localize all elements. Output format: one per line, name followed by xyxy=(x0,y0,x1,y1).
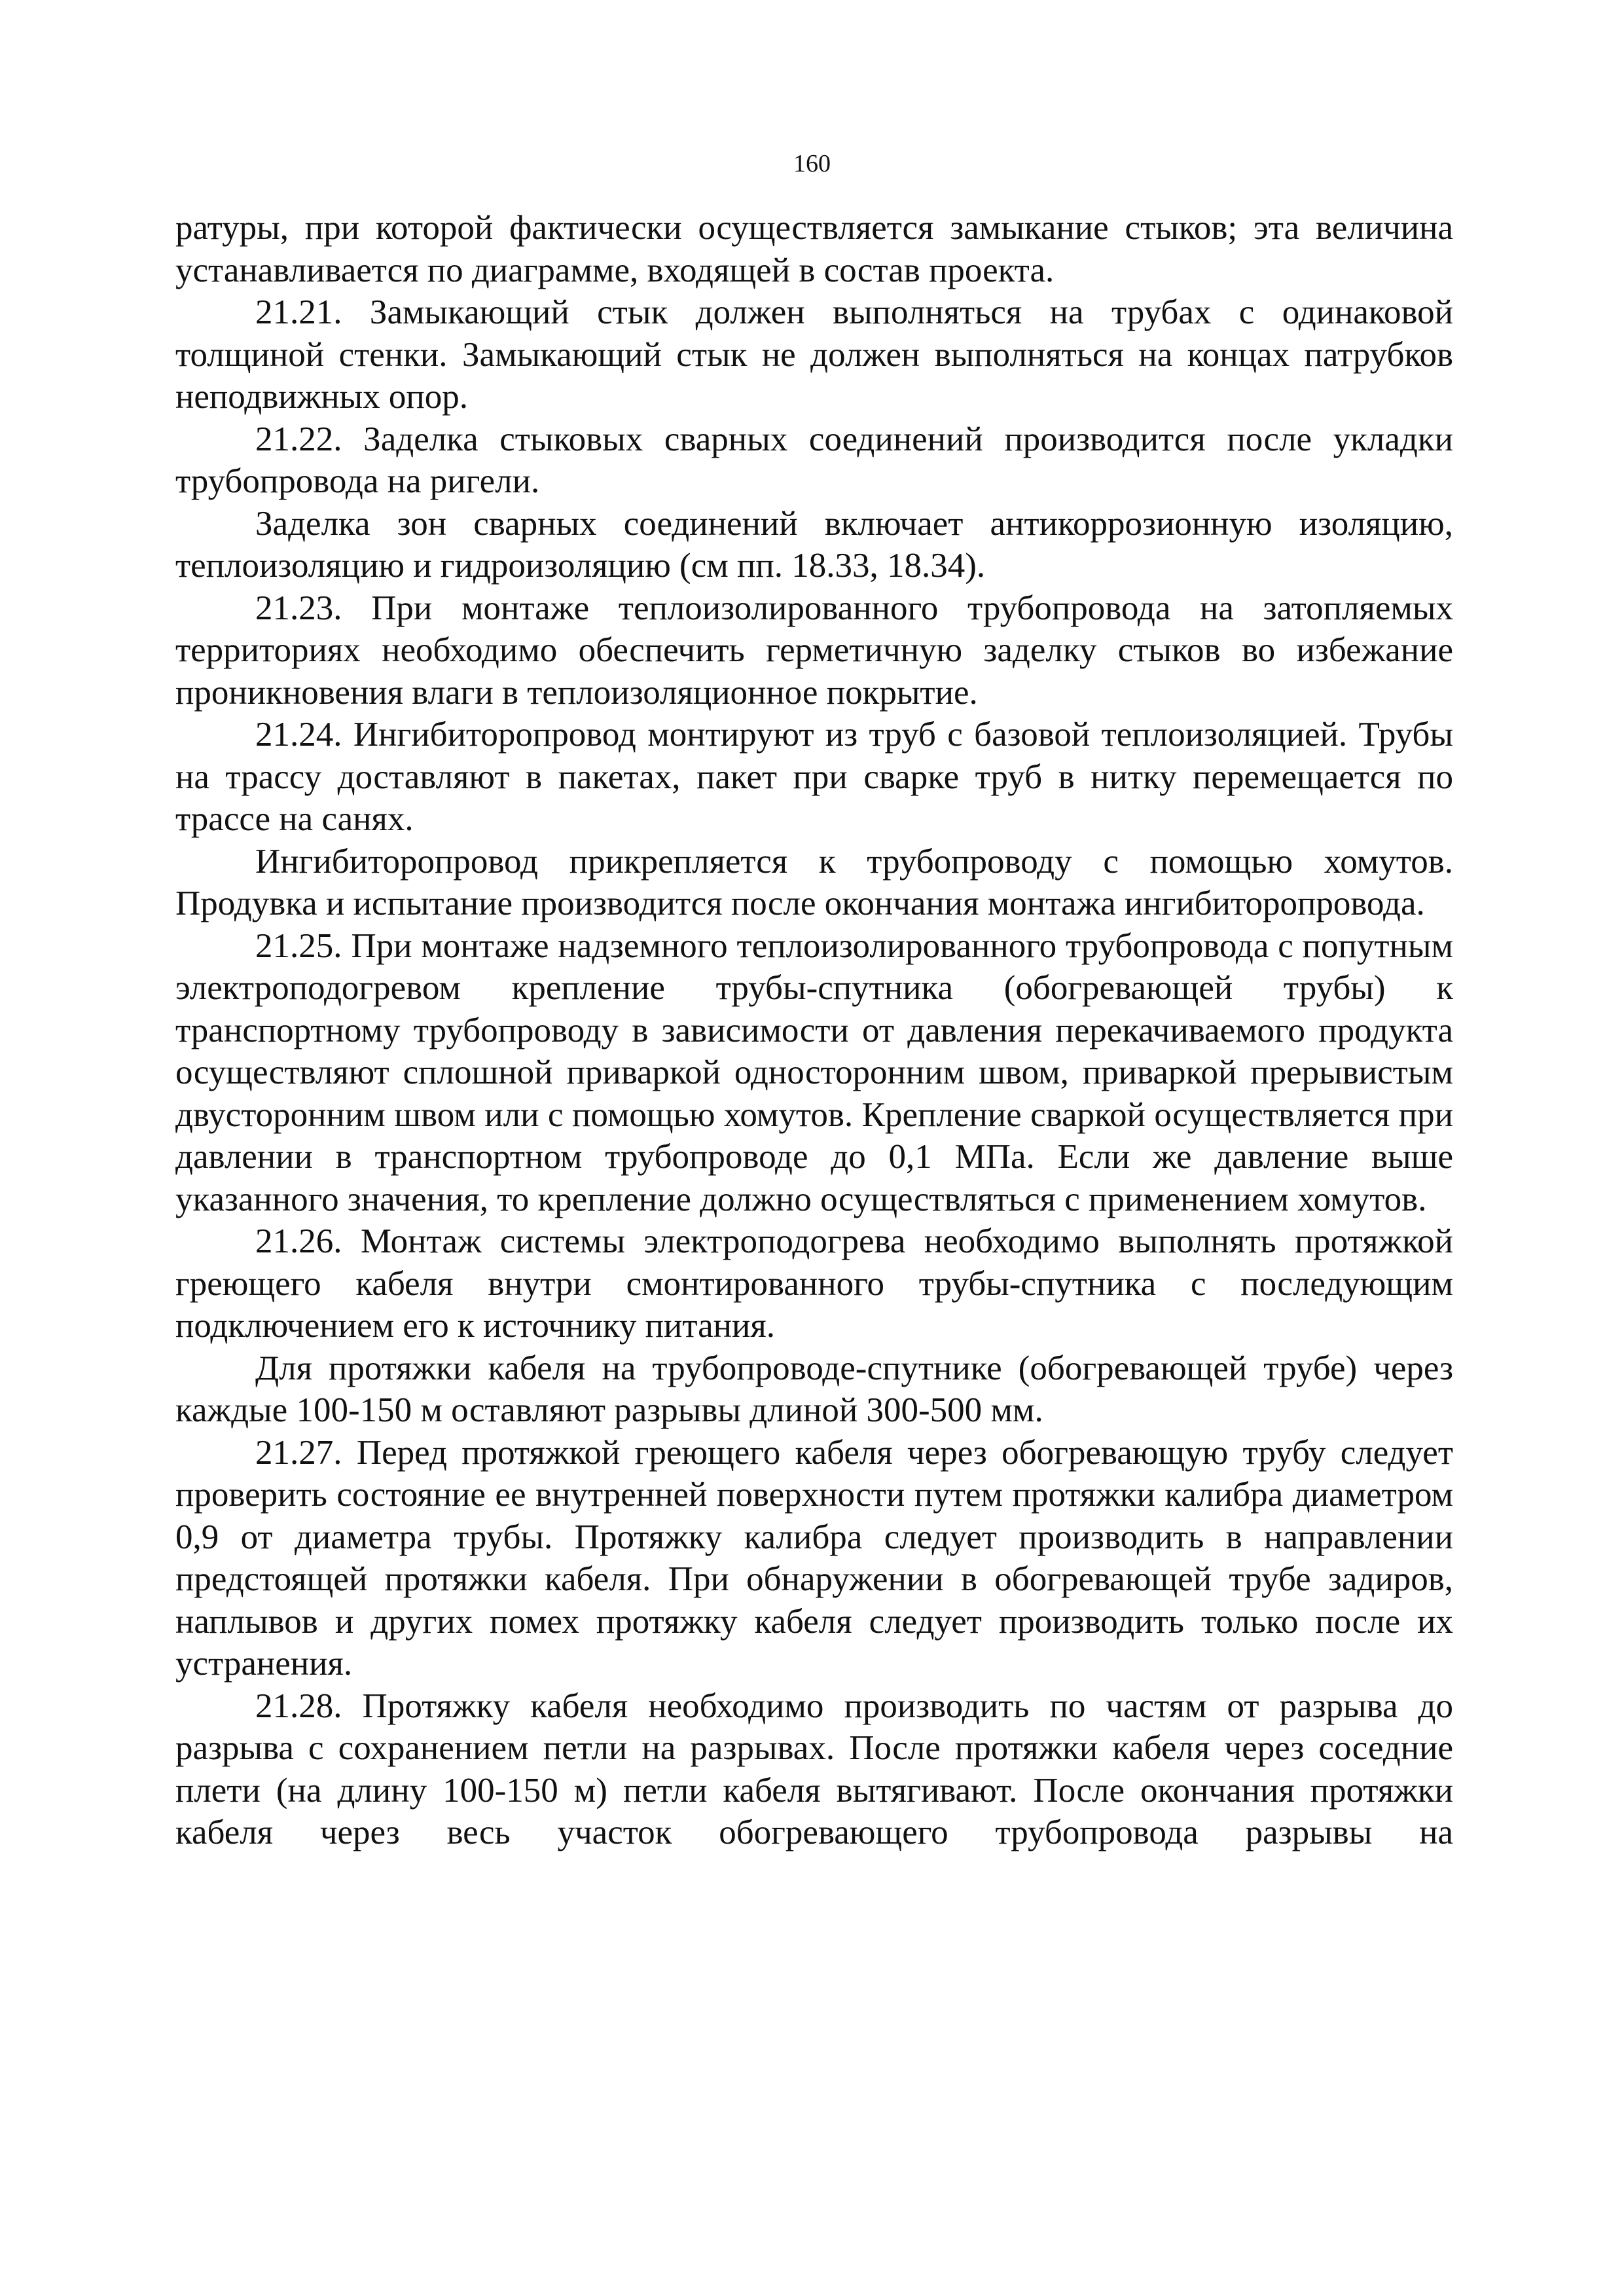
paragraph-21-24: 21.24. Ингибиторопровод монтируют из труб с базовой теплоизоляцией. Трубы на трассу доставляют в пакетах, пакет при сварке труб в нитку перемещается по трассе на санях. xyxy=(175,716,1453,838)
paragraph-21-26: 21.26. Монтаж системы электроподогрева необходимо выполнять протяжкой греющего кабеля внутри смонтированного трубы-спутника с последующим подключением его к источнику питания. xyxy=(175,1222,1453,1345)
paragraph-21-23: 21.23. При монтаже теплоизолированного трубопровода на затопляемых территориях необходимо обеспечить герметичную заделку стыков во избежание проникновения влаги в теплоизоляционное покрытие. xyxy=(175,589,1453,712)
paragraph-21-28: 21.28. Протяжку кабеля необходимо производить по частям от разрыва до разрыва с сохранением петли на разрывах. После протяжки кабеля через соседние плети (на длину 100-150 м) петли кабеля вытягивают. После окончания протяжки кабеля через весь участок обогревающего трубопровода разрывы на xyxy=(175,1686,1453,1851)
paragraph: Для протяжки кабеля на трубопроводе-спутнике (обогревающей трубе) через каждые 100-150 м оставляют разрывы длиной 300-500 мм. xyxy=(175,1349,1453,1429)
page-number: 160 xyxy=(793,150,831,177)
paragraph-21-21: 21.21. Замыкающий стык должен выполняться на трубах с одинаковой толщиной стенки. Замыкающий стык не должен выполняться на концах патрубков неподвижных опор. xyxy=(175,293,1453,416)
paragraph-21-25: 21.25. При монтаже надземного теплоизолированного трубопровода с попутным электроподогревом крепление трубы-спутника (обогревающей трубы) к транспортному трубопроводу в зависимости от давления перекачиваемого продукта осуществляют сплошной приваркой односторонним швом, приваркой прерывистым двусторонним швом или с помощью хомутов. Крепление сваркой осуществляется при давлении в транспортном трубопроводе до 0,1 МПа. Если же давление выше указанного значения, то крепление должно осуществляться с применением хомутов. xyxy=(175,926,1453,1218)
paragraph-21-22: 21.22. Заделка стыковых сварных соединений производится после укладки трубопровода на ригели. xyxy=(175,420,1453,500)
body-text xyxy=(175,207,1453,1854)
paragraph: Заделка зон сварных соединений включает антикоррозионную изоляцию, теплоизоляцию и гидроизоляцию (см пп. 18.33, 18.34). xyxy=(175,504,1453,585)
paragraph: ратуры, при которой фактически осуществляется замыкание стыков; эта величина устанавливается по диаграмме, входящей в состав проекта. xyxy=(175,209,1453,289)
paragraph: Ингибиторопровод прикрепляется к трубопроводу с помощью хомутов. Продувка и испытание производится после окончания монтажа ингибиторопровода. xyxy=(175,842,1453,922)
paragraph-21-27: 21.27. Перед протяжкой греющего кабеля через обогревающую трубу следует проверить состояние ее внутренней поверхности путем протяжки калибра диаметром 0,9 от диаметра трубы. Протяжку калибра следует производить в направлении предстоящей протяжки кабеля. При обнаружении в обогревающей трубе задиров, наплывов и других помех протяжку кабеля следует производить только после их устранения. xyxy=(175,1433,1453,1683)
